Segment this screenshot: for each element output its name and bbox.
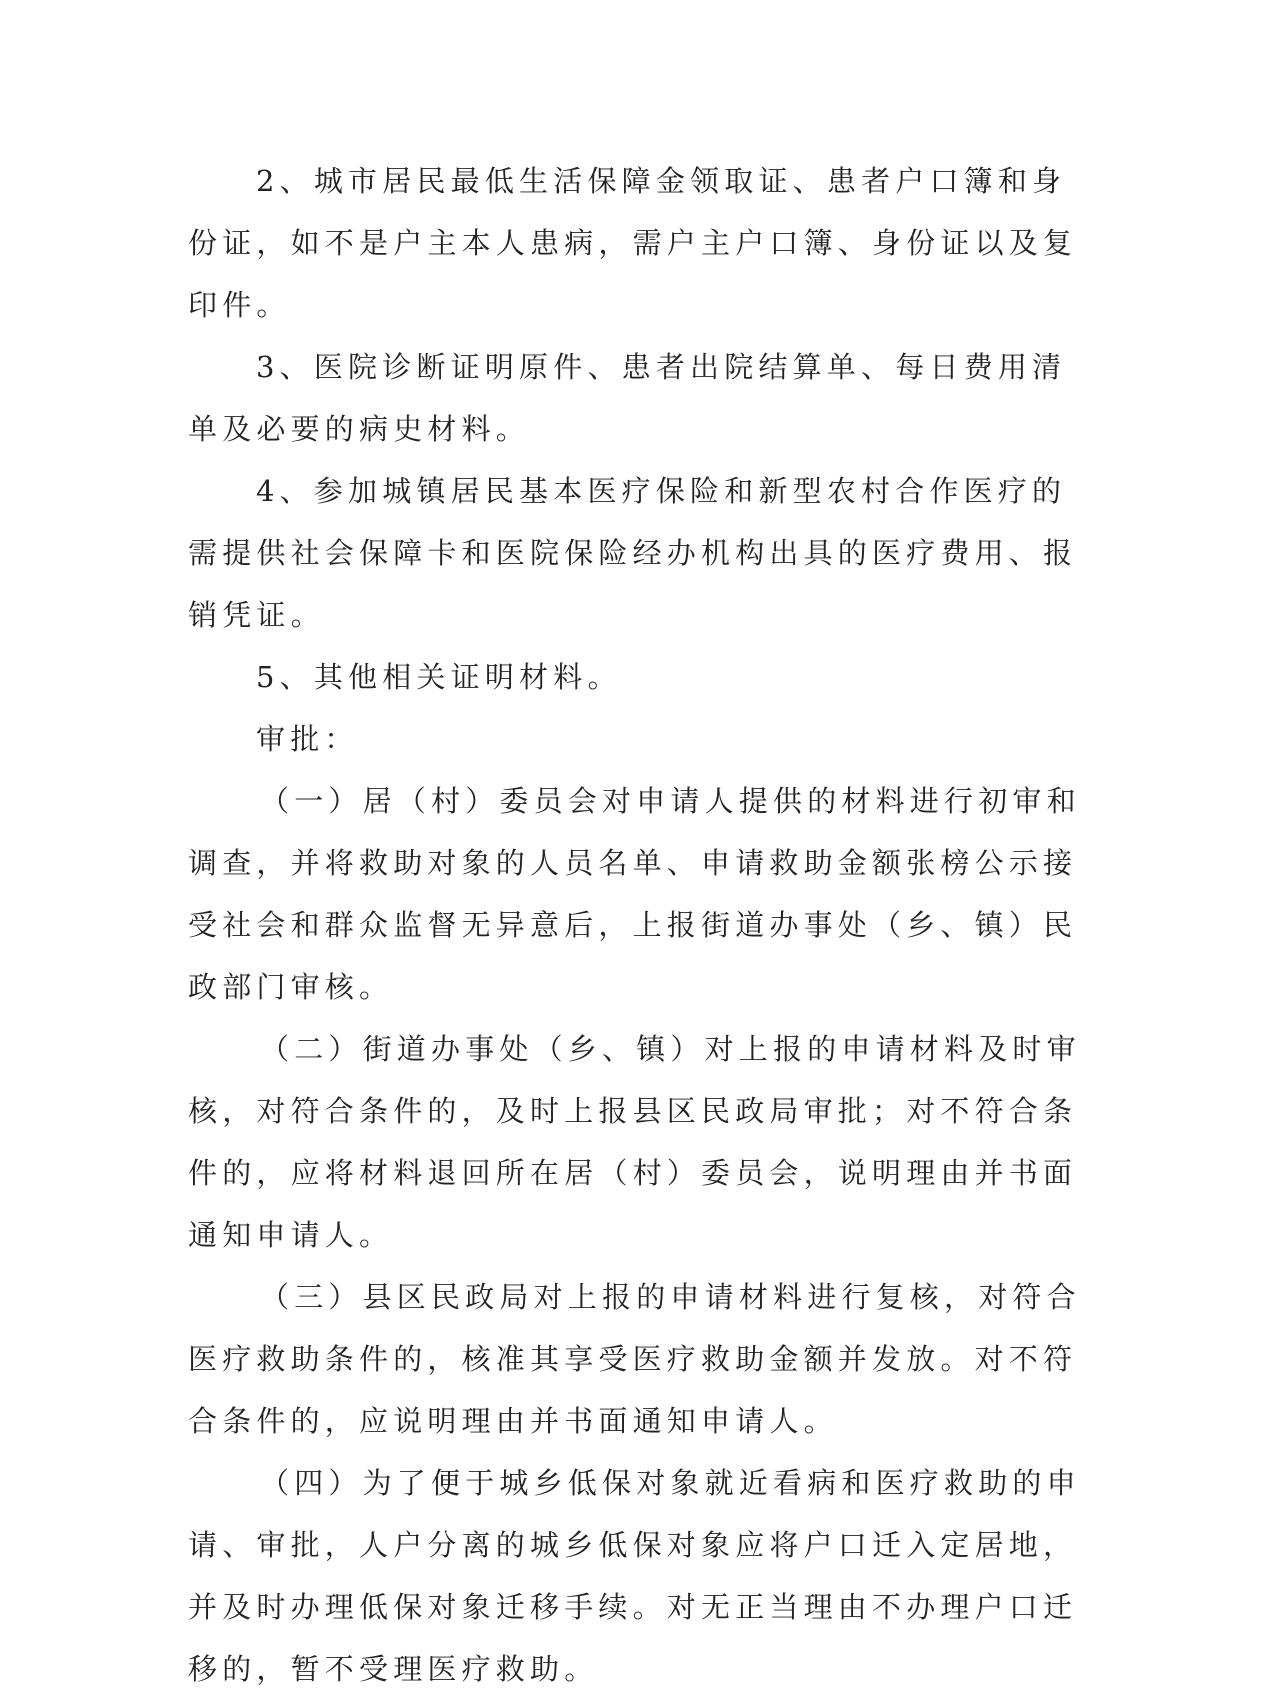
paragraph-item-4: 4、参加城镇居民基本医疗保险和新型农村合作医疗的需提供社会保障卡和医院保险经办机构出具的医疗费用、报销凭证。 [188,474,1078,632]
approval-step-1: （一）居（村）委员会对申请人提供的材料进行初审和调查，并将救助对象的人员名单、申请救助金额张榜公示接受社会和群众监督无异意后，上报街道办事处（乡、镇）民政部门审核。 [188,784,1081,1004]
approval-step-2: （二）街道办事处（乡、镇）对上报的申请材料及时审核，对符合条件的，及时上报县区民政局审批；对不符合条件的，应将材料退回所在居（村）委员会，说明理由并书面通知申请人。 [188,1032,1081,1252]
approval-step-4: （四）为了便于城乡低保对象就近看病和医疗救助的申请、审批，人户分离的城乡低保对象应将户口迁入定居地，并及时办理低保对象迁移手续。对无正当理由不办理户口迁移的，暂不受理医疗救助。 [188,1466,1081,1686]
document-body [188,150,1088,1700]
paragraph-item-3: 3、医院诊断证明原件、患者出院结算单、每日费用清单及必要的病史材料。 [188,350,1067,446]
paragraph-item-5: 5、其他相关证明材料。 [256,660,622,694]
approval-step-3: （三）县区民政局对上报的申请材料进行复核，对符合医疗救助条件的，核准其享受医疗救助金额并发放。对不符合条件的，应说明理由并书面通知申请人。 [188,1280,1081,1438]
paragraph-item-2: 2、城市居民最低生活保障金领取证、患者户口簿和身份证，如不是户主本人患病，需户主户口簿、身份证以及复印件。 [188,164,1078,322]
approval-heading: 审批： [256,722,359,756]
